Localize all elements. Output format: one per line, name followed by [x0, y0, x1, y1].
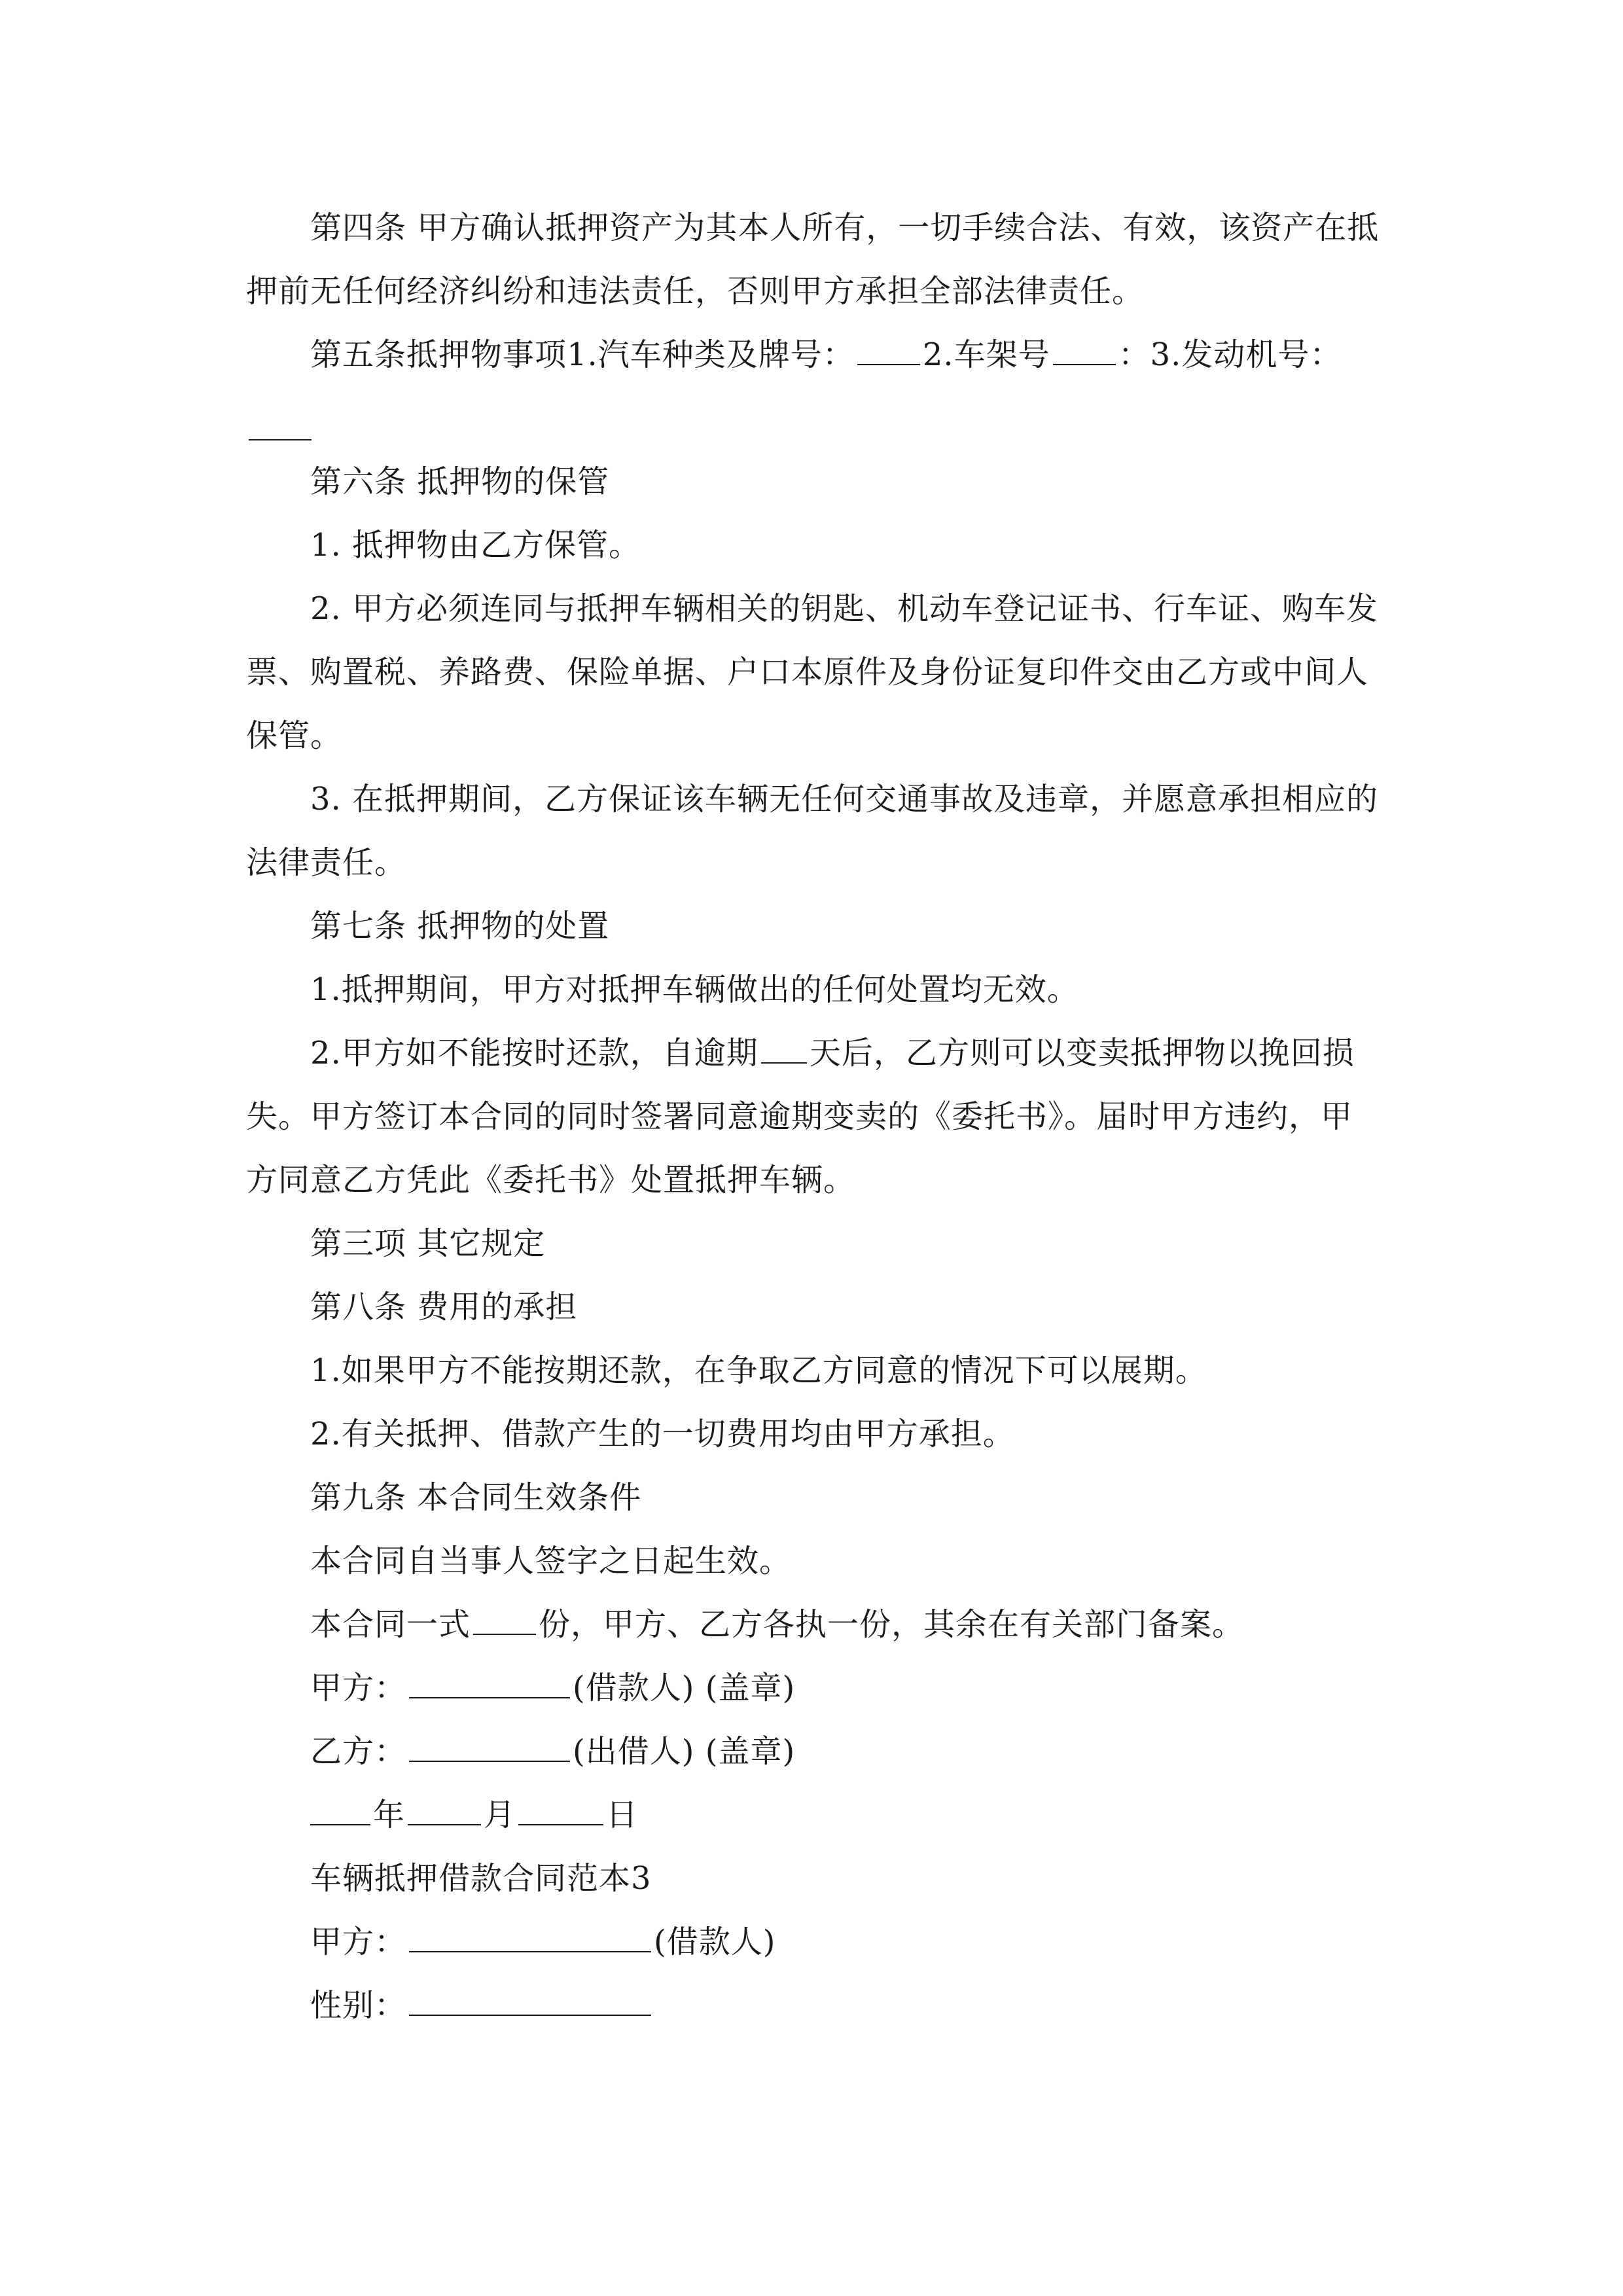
article-7-item-2-part-2: 天后，乙方则可以变卖抵押物以挽回损失。甲方签订本合同的同时签署同意逾期变卖的《委托书》。届时甲方违约，甲方同意乙方凭此《委托书》处置抵押车辆。: [246, 1035, 1355, 1198]
party-b-label: 乙方：: [310, 1733, 407, 1770]
article-9-title: 第九条 本合同生效条件: [310, 1479, 642, 1516]
party-a-signature: [246, 1657, 1380, 1720]
month-blank: [408, 1798, 481, 1825]
month-label: 月: [484, 1797, 516, 1833]
article-5: [246, 323, 1380, 387]
article-5-part-3: ：3.发动机号：: [1118, 336, 1342, 373]
year-blank: [310, 1798, 370, 1825]
vehicle-type-plate-blank: [857, 338, 920, 365]
article-4: 第四条 甲方确认抵押资产为其本人所有，一切手续合法、有效，该资产在抵押前无任何经济纠纷和违法责任，否则甲方承担全部法律责任。: [246, 209, 1380, 310]
signing-date: [246, 1784, 1380, 1847]
day-label: 日: [606, 1797, 639, 1833]
party-a-role: (借款人) (盖章): [573, 1670, 796, 1706]
party-a-label: 甲方：: [310, 1670, 407, 1706]
article-7-item-1: 1.抵押期间，甲方对抵押车辆做出的任何处置均无效。: [310, 971, 1079, 1008]
article-8-item-2: 2.有关抵押、借款产生的一切费用均由甲方承担。: [310, 1416, 1015, 1452]
article-8-title: 第八条 费用的承担: [310, 1289, 578, 1325]
gender-row: [246, 1974, 1380, 2037]
party-a-name-blank: [409, 1671, 570, 1698]
engine-number-blank-line: [246, 387, 1380, 450]
vin-blank: [1053, 338, 1116, 365]
article-6-item-2: 2. 甲方必须连同与抵押车辆相关的钥匙、机动车登记证书、行车证、购车发票、购置税、养路费、保险单据、户口本原件及身份证复印件交由乙方或中间人保管。: [246, 590, 1379, 754]
article-5-part-2: 2.车架号: [922, 336, 1050, 373]
overdue-days-blank: [761, 1036, 807, 1064]
article-6-item-1: 1. 抵押物由乙方保管。: [310, 527, 641, 564]
article-7-title: 第七条 抵押物的处置: [310, 908, 610, 944]
party-b-signature: [246, 1720, 1380, 1784]
sample-3-party-a-name-blank: [409, 1925, 651, 1952]
article-6-item-3: 3. 在抵押期间，乙方保证该车辆无任何交通事故及违章，并愿意承担相应的法律责任。: [246, 781, 1379, 881]
copies-count-blank: [473, 1607, 536, 1635]
sample-3-title: 车辆抵押借款合同范本3: [310, 1860, 652, 1897]
article-5-part-1: 第五条抵押物事项1.汽车种类及牌号：: [310, 336, 855, 373]
engine-number-blank: [249, 413, 312, 440]
copies-part-1: 本合同一式: [310, 1606, 471, 1643]
party-b-name-blank: [409, 1734, 570, 1762]
gender-blank: [409, 1988, 651, 2016]
article-8-item-1: 1.如果甲方不能按期还款，在争取乙方同意的情况下可以展期。: [310, 1352, 1207, 1389]
year-label: 年: [373, 1797, 406, 1833]
gender-label: 性别：: [310, 1987, 407, 2024]
document-body: [246, 196, 1380, 2037]
article-7-item-2: [246, 1022, 1380, 1212]
day-blank: [518, 1798, 603, 1825]
sample-3-party-a-label: 甲方：: [310, 1924, 407, 1960]
article-7-item-2-part-1: 2.甲方如不能按时还款，自逾期: [310, 1035, 758, 1071]
article-6-title: 第六条 抵押物的保管: [310, 463, 610, 500]
party-b-role: (出借人) (盖章): [573, 1733, 796, 1770]
copies-part-2: 份，甲方、乙方各执一份，其余在有关部门备案。: [539, 1606, 1245, 1643]
sample-3-party-a-role: (借款人): [654, 1924, 776, 1960]
copies-clause: [246, 1593, 1380, 1657]
effective-clause: 本合同自当事人签字之日起生效。: [310, 1543, 792, 1579]
sample-3-party-a: [246, 1910, 1380, 1974]
section-3-title: 第三项 其它规定: [310, 1225, 546, 1262]
